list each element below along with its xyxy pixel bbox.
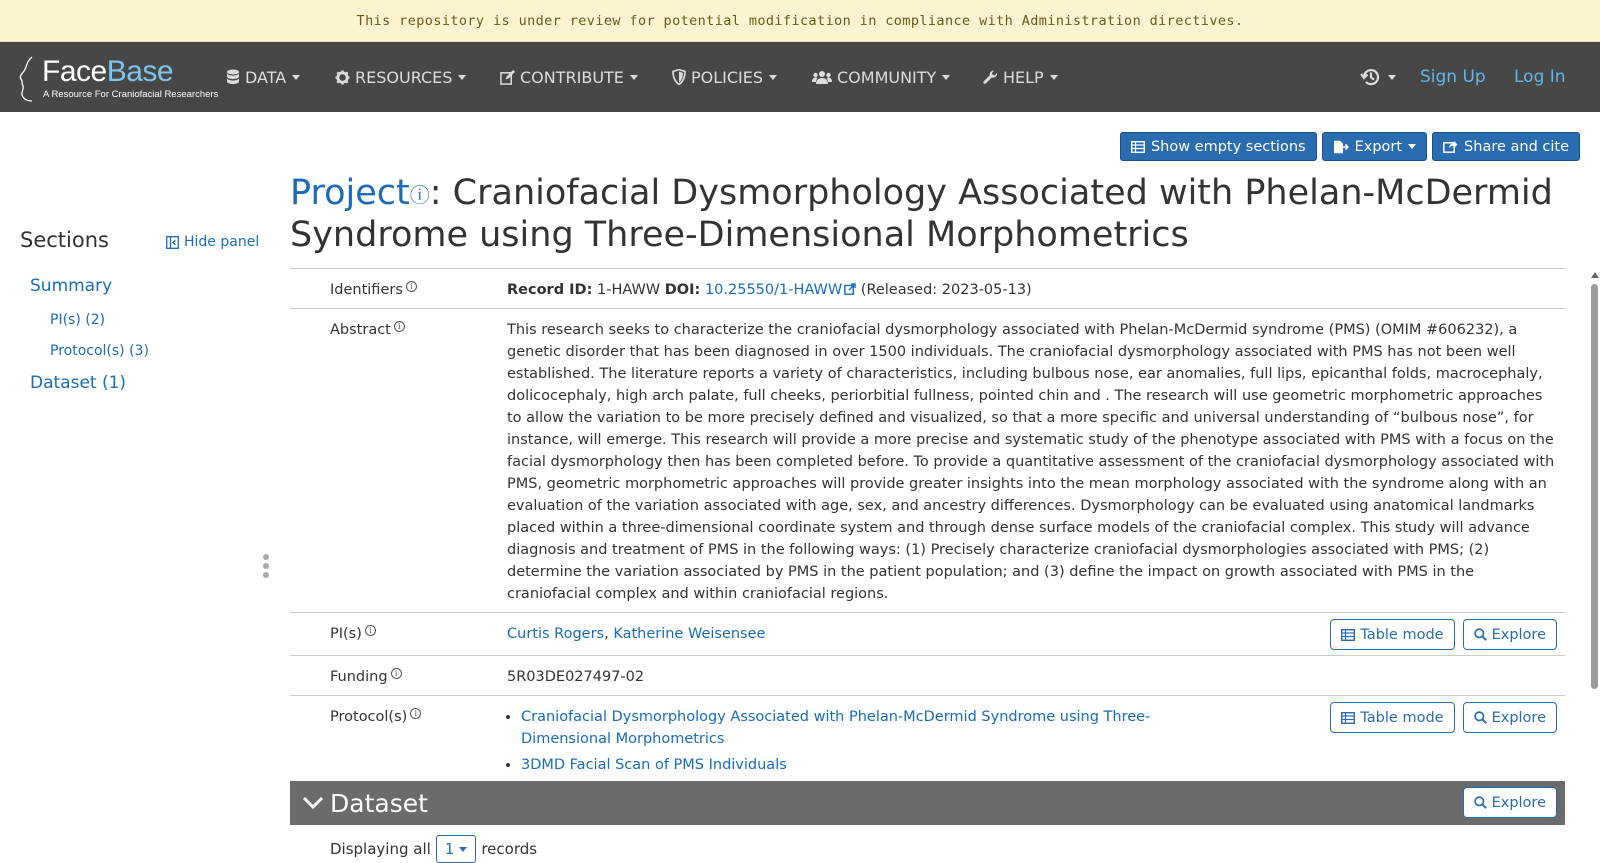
- facebase-logo[interactable]: [18, 54, 219, 104]
- nav-community-menu[interactable]: [812, 42, 950, 112]
- scroll-up-icon[interactable]: [1591, 272, 1599, 278]
- nav-policies-label: POLICIES: [691, 67, 764, 87]
- info-icon[interactable]: i: [394, 321, 405, 332]
- protocols-actions: [1330, 702, 1557, 733]
- nav-contribute-label: CONTRIBUTE: [520, 67, 624, 87]
- top-navbar: [0, 42, 1600, 112]
- sidebar-item-pis[interactable]: PI(s) (2): [50, 312, 106, 328]
- explore-label: Explore: [1491, 709, 1546, 726]
- show-empty-sections-label: Show empty sections: [1150, 138, 1306, 155]
- gear-icon: [335, 70, 350, 85]
- protocols-table-mode-button[interactable]: [1330, 702, 1454, 733]
- identifiers-label: Identifiers: [330, 282, 403, 298]
- shield-icon: [672, 69, 686, 85]
- protocols-explore-button[interactable]: [1463, 702, 1557, 733]
- info-icon[interactable]: i: [391, 668, 402, 679]
- doi-label: DOI:: [664, 282, 701, 298]
- hide-panel-label: Hide panel: [184, 234, 260, 250]
- chevron-down-icon: [942, 75, 950, 80]
- abstract-label: Abstract: [330, 322, 391, 338]
- abstract-text: This research seeks to characterize the craniofacial dysmorphology associated with Phelan-McDermid syndrome (PMS) (OMIM #606232), a genetic disorder that has been diagnosed in over 1500 individuals. The craniofacial dysmorphology associated with PMS has not been well established. The literature reports a variety of characteristics, including bulbous nose, ear anomalies, full lips, epicanthal folds, macrocephaly, dolicocephaly, high arch palate, full cheeks, periorbitial fullness, pointed chin and . The research will use geometric morphometric approaches to allow the variation to be more precisely defined and visualized, so that a more specific and universal understanding of “bulbous nose”, for instance, will emerge. This research will provide a more precise and systematic study of the phenotype associated with PMS with a focus on the facial dysmorphology then has been completed before. To provide a quantitative assessment of the craniofacial dysmorphology associated with PMS, geometric morphometric approaches will provide greater insights into the mean morphology associated with the syndrome along with an evaluation of the variation associated with age, sex, and ancestry differences. Dysmorphology can be evaluated using anatomical landmarks placed within a three-dimensional coordinate system and through dense surface models of the craniofacial complex. This study will advance diagnosis and treatment of PMS in the following ways: (1) Precisely characterize craniofacial dysmorphologies associated with PMS; (2) determine the variation associated by PMS in the patient population; and (3) define the impact on growth associated with PMS in the craniofacial complex and within craniofacial regions.: [507, 309, 1565, 613]
- list-item: [521, 754, 1227, 776]
- chevron-down-icon: [769, 75, 777, 80]
- pi-link[interactable]: Curtis Rogers: [507, 626, 605, 642]
- nav-contribute-menu[interactable]: [500, 42, 638, 112]
- review-banner: [0, 0, 1600, 42]
- table-icon: [1341, 629, 1355, 641]
- explore-label: Explore: [1491, 794, 1546, 811]
- pis-explore-button[interactable]: [1463, 619, 1557, 650]
- nav-policies-menu[interactable]: [672, 42, 777, 112]
- table-icon: [1341, 712, 1355, 724]
- pis-actions: [1330, 619, 1557, 650]
- info-icon[interactable]: i: [365, 625, 376, 636]
- search-icon: [1474, 796, 1487, 809]
- identifiers-row: [290, 269, 1565, 309]
- protocol-link[interactable]: Craniofacial Dysmorphology Associated with Phelan-McDermid Syndrome using Three-Dimensional Morphometrics: [521, 709, 1151, 747]
- record-details-table: [290, 268, 1565, 813]
- info-icon[interactable]: i: [410, 708, 421, 719]
- record-toolbar: [1120, 132, 1580, 161]
- dataset-section-title: Dataset: [330, 788, 428, 818]
- chevron-down-icon: [1050, 75, 1058, 80]
- table-mode-label: Table mode: [1360, 626, 1444, 643]
- nav-data-menu[interactable]: [226, 42, 300, 112]
- share-and-cite-button[interactable]: [1432, 132, 1580, 161]
- chevron-down-icon: [459, 847, 467, 852]
- export-button[interactable]: [1322, 132, 1427, 161]
- pi-link[interactable]: Katherine Weisensee: [613, 626, 766, 642]
- log-in-link[interactable]: Log In: [1514, 67, 1566, 87]
- history-menu[interactable]: [1360, 42, 1396, 112]
- sign-up-link[interactable]: Sign Up: [1420, 67, 1486, 87]
- info-icon[interactable]: i: [406, 281, 417, 292]
- nav-data-label: DATA: [245, 67, 287, 87]
- table-mode-label: Table mode: [1360, 709, 1444, 726]
- info-icon[interactable]: ⓘ: [409, 183, 430, 207]
- table-icon: [1131, 141, 1145, 153]
- users-icon: [812, 70, 832, 85]
- pi-separator: ,: [604, 626, 614, 642]
- wrench-icon: [983, 70, 998, 85]
- sidebar-item-dataset[interactable]: Dataset (1): [30, 373, 127, 393]
- chevron-down-icon: [302, 796, 324, 810]
- history-icon: [1360, 66, 1382, 88]
- explore-label: Explore: [1491, 626, 1546, 643]
- external-link-icon: [844, 283, 856, 295]
- pis-row: [290, 613, 1565, 656]
- doi-link[interactable]: 10.25550/1-HAWW: [705, 282, 856, 298]
- record-count: [330, 835, 537, 863]
- chevron-down-icon: [630, 75, 638, 80]
- nav-community-label: COMMUNITY: [837, 67, 937, 87]
- banner-text: This repository is under review for potential modification in compliance with Administration directives.: [356, 12, 1244, 29]
- page-title: [290, 172, 1565, 256]
- released-date: (Released: 2023-05-13): [860, 282, 1032, 298]
- scrollbar-thumb[interactable]: [1591, 284, 1598, 689]
- pis-table-mode-button[interactable]: [1330, 619, 1454, 650]
- nav-help-label: HELP: [1003, 67, 1044, 87]
- show-empty-sections-button[interactable]: [1120, 132, 1317, 161]
- records-label: records: [481, 840, 538, 858]
- nav-resources-menu[interactable]: [335, 42, 466, 112]
- abstract-row: [290, 309, 1565, 613]
- dataset-section-header[interactable]: [290, 781, 1565, 825]
- pis-label: PI(s): [330, 626, 362, 642]
- record-id-label: Record ID:: [507, 282, 593, 298]
- record-title: : Craniofacial Dysmorphology Associated with Phelan-McDermid Syndrome using Three-Dimensional Morphometrics: [290, 173, 1553, 255]
- sidebar-item-summary[interactable]: Summary: [30, 276, 113, 296]
- share-icon: [1443, 140, 1458, 153]
- search-icon: [1474, 711, 1487, 724]
- nav-help-menu[interactable]: [983, 42, 1058, 112]
- hide-panel-button[interactable]: [166, 234, 259, 250]
- protocol-link[interactable]: 3DMD Facial Scan of PMS Individuals: [521, 757, 787, 773]
- resize-handle-icon[interactable]: [262, 553, 270, 579]
- edit-icon: [500, 70, 515, 85]
- face-profile-icon: [18, 56, 36, 102]
- chevron-down-icon: [1388, 75, 1396, 80]
- file-export-icon: [1333, 140, 1349, 154]
- dataset-explore-button[interactable]: [1463, 787, 1557, 818]
- record-id-value: 1-HAWW: [596, 282, 661, 298]
- list-item: [521, 706, 1227, 750]
- chevron-down-icon: [458, 75, 466, 80]
- brand-tagline: A Resource For Craniofacial Researchers: [43, 89, 219, 100]
- page-size-value: 1: [444, 840, 455, 858]
- funding-row: [290, 656, 1565, 696]
- export-label: Export: [1354, 138, 1403, 155]
- brand-name: FaceBase: [42, 55, 174, 88]
- search-icon: [1474, 628, 1487, 641]
- page-size-select[interactable]: [436, 835, 477, 863]
- chevron-down-icon: [292, 75, 300, 80]
- nav-resources-label: RESOURCES: [355, 67, 453, 87]
- sections-heading: Sections: [20, 228, 109, 252]
- table-link[interactable]: Project: [290, 173, 410, 213]
- protocols-label: Protocol(s): [330, 709, 408, 725]
- funding-label: Funding: [330, 669, 388, 685]
- main-scrollbar[interactable]: [1589, 272, 1600, 857]
- sidebar-item-protocols[interactable]: Protocol(s) (3): [50, 343, 149, 359]
- record-main: [290, 172, 1565, 773]
- sidebar-panel-icon: [166, 236, 179, 249]
- share-and-cite-label: Share and cite: [1464, 138, 1569, 155]
- funding-value: 5R03DE027497-02: [507, 656, 1565, 696]
- chevron-down-icon: [1408, 144, 1416, 149]
- displaying-label: Displaying all: [330, 840, 431, 858]
- database-icon: [226, 69, 240, 85]
